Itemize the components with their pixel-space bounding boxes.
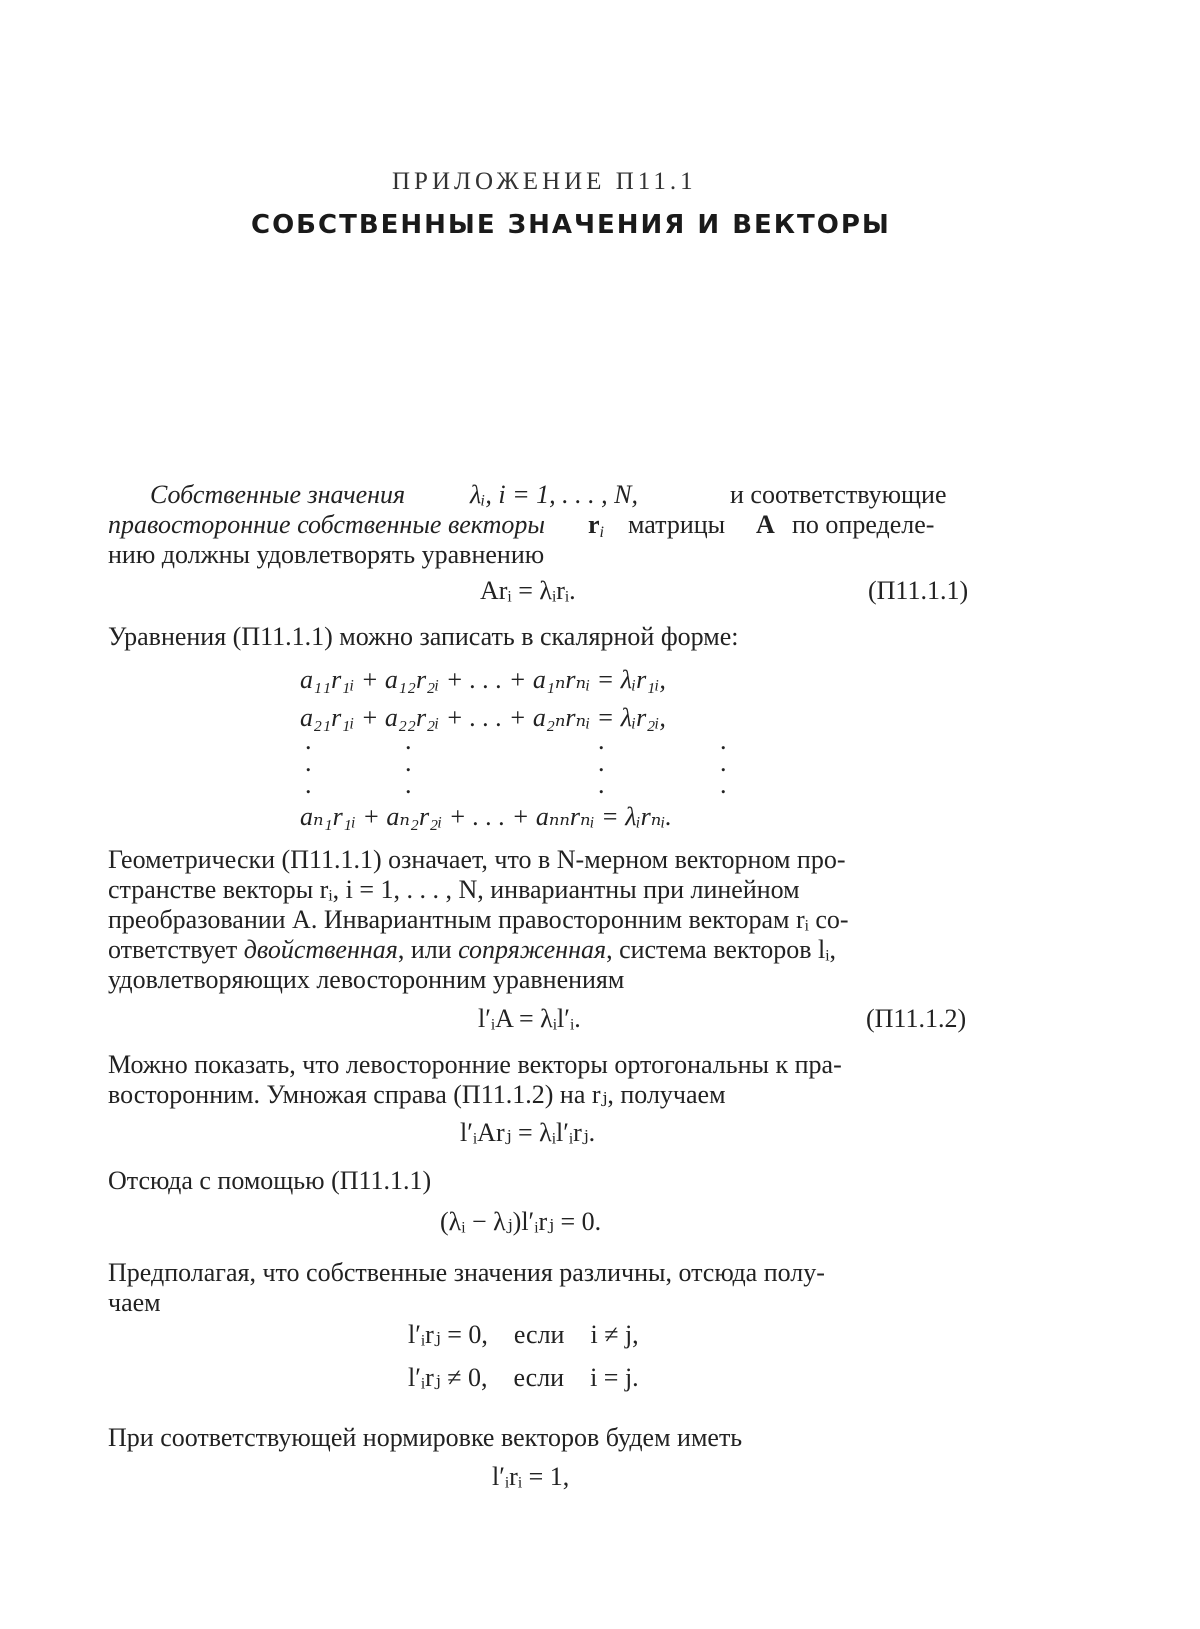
equation-1: Arᵢ = λᵢrᵢ. <box>480 576 576 605</box>
orthogonal-line-2: восторонним. Умножая справа (П11.1.2) на rⱼ, получаем <box>108 1080 726 1109</box>
distinct-line-1: Предполагая, что собственные значения различны, отсюда полу- <box>108 1258 825 1287</box>
paragraph-orthogonal <box>108 1050 980 1110</box>
geometry-line-4: ответствует двойственная, или сопряженная, система векторов lᵢ, <box>108 935 836 964</box>
equation-4: (λᵢ − λⱼ)l′ᵢrⱼ = 0. <box>440 1207 602 1236</box>
equation-5b: l′ᵢrⱼ ≠ 0, если i = j. <box>408 1363 639 1392</box>
intro-vector: $r_i$ <box>588 510 604 541</box>
intro-term: Собственные значения <box>150 480 406 509</box>
equation-1-number: (П11.1.1) <box>868 576 969 605</box>
distinct-line-2: чаем <box>108 1288 161 1317</box>
intro-text-3: по определе- <box>792 510 935 539</box>
geometry-line-3: преобразовании A. Инвариантным правосторонним векторам rᵢ со- <box>108 905 849 934</box>
intro-text: и соответствующие <box>730 480 947 509</box>
term-conjugate: сопряженная <box>458 935 607 964</box>
equation-2-number: (П11.1.2) <box>866 1004 967 1033</box>
geometry-line-5: удовлетворяющих левосторонним уравнениям <box>108 965 625 994</box>
equation-6: l′ᵢrᵢ = 1, <box>492 1462 570 1491</box>
page-title: СОБСТВЕННЫЕ ЗНАЧЕНИЯ И ВЕКТОРЫ <box>251 210 891 240</box>
paragraph-intro <box>108 480 980 570</box>
intro-term-2: правосторонние собственные векторы <box>108 510 545 539</box>
intro-text-4: нию должны удовлетворять уравнению <box>108 540 545 569</box>
paragraph-geometry <box>108 845 980 995</box>
equation-2: l′ᵢA = λᵢl′ᵢ. <box>478 1004 581 1033</box>
system-row-n: aₙ₁r₁ᵢ + aₙ₂r₂ᵢ + . . . + aₙₙrₙᵢ = λᵢrₙᵢ. <box>300 802 672 831</box>
intro-text-2: матрицы <box>628 510 726 539</box>
paragraph-normalization: При соответствующей нормировке векторов будем иметь <box>108 1423 743 1452</box>
intro-matrix: A <box>756 510 775 539</box>
paragraph-hence: Отсюда с помощью (П11.1.1) <box>108 1166 432 1195</box>
intro-math: λᵢ, i = 1, . . . , N, <box>470 480 638 509</box>
geometry-line-1: Геометрически (П11.1.1) означает, что в N-мерном векторном про- <box>108 845 846 874</box>
system-row-1: a₁₁r₁ᵢ + a₁₂r₂ᵢ + . . . + a₁ₙrₙᵢ = λᵢr₁ᵢ, <box>300 665 666 694</box>
geometry-line-2: странстве векторы rᵢ, i = 1, . . . , N, инвариантны при линейном <box>108 875 800 904</box>
paragraph-scalar: Уравнения (П11.1.1) можно записать в скалярной форме: <box>108 622 739 651</box>
equation-5a: l′ᵢrⱼ = 0, если i ≠ j, <box>408 1320 639 1349</box>
system-row-2: a₂₁r₁ᵢ + a₂₂r₂ᵢ + . . . + a₂ₙrₙᵢ = λᵢr₂ᵢ, <box>300 703 666 732</box>
term-dual: двойственная <box>243 935 398 964</box>
equation-3: l′ᵢArⱼ = λᵢl′ᵢrⱼ. <box>460 1118 596 1147</box>
appendix-label: ПРИЛОЖЕНИЕ П11.1 <box>392 168 697 195</box>
paragraph-distinct <box>108 1258 980 1318</box>
orthogonal-line-1: Можно показать, что левосторонние векторы ортогональны к пра- <box>108 1050 842 1079</box>
